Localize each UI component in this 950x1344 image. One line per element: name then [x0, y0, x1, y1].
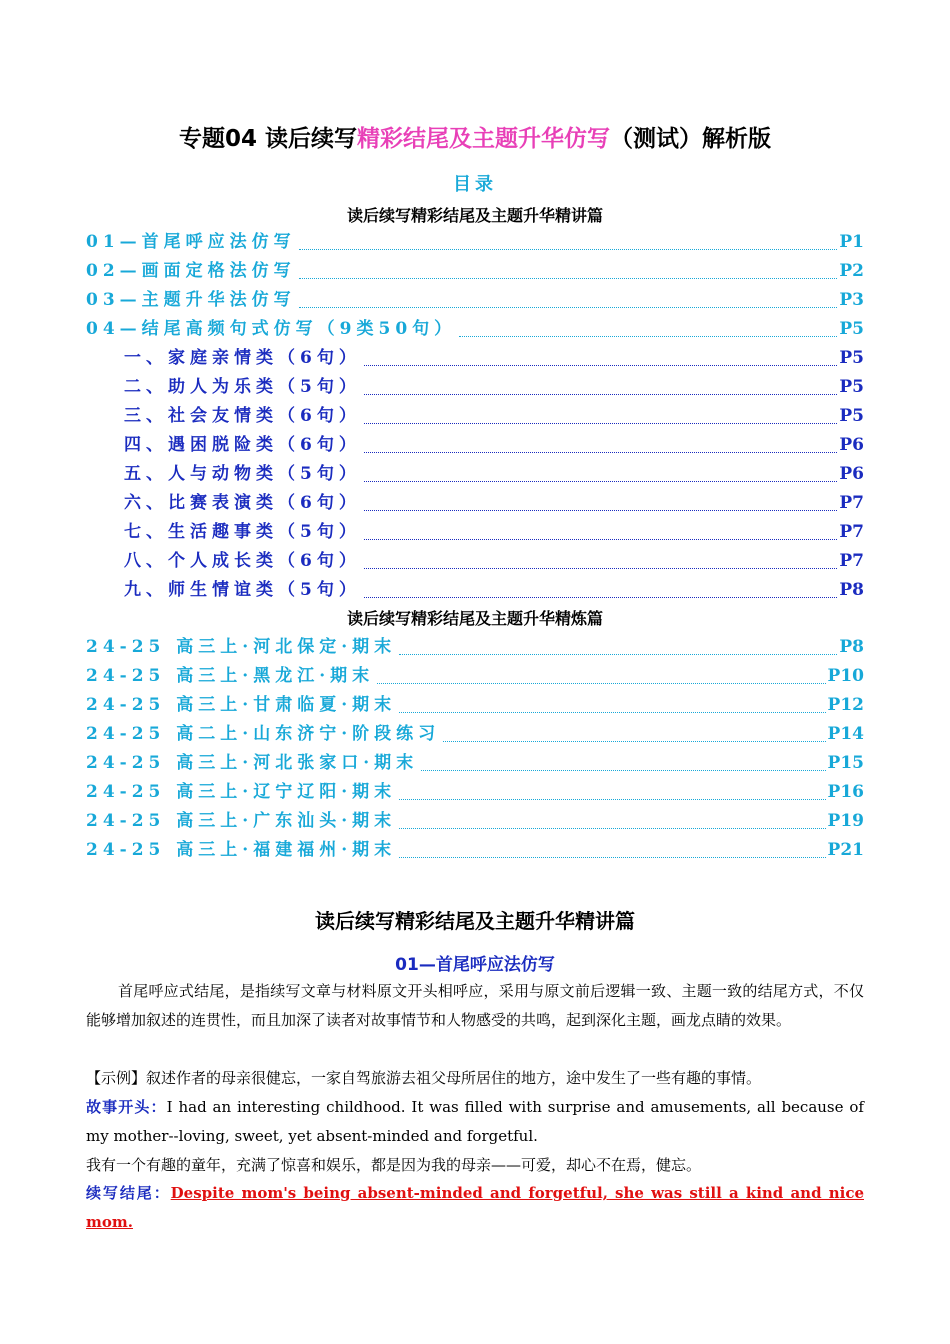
toc-leader-dots [364, 422, 838, 424]
toc-entry-page: P10 [827, 666, 864, 686]
toc-entry[interactable] [86, 808, 864, 832]
opening-text: I had an interesting childhood. It was filled with surprise and amusements, all because of my mother--loving, sweet, yet absent-minded and forgetful. [86, 1098, 864, 1145]
toc-leader-dots [364, 480, 838, 482]
toc-leader-dots [299, 248, 838, 250]
toc-subentry-label: 七、生活趣事类（5句） [124, 522, 361, 542]
toc-entry-page: P2 [839, 261, 864, 281]
toc-heading: 目录 [453, 174, 497, 195]
toc-leader-dots [364, 567, 838, 569]
toc-subentry[interactable] [124, 345, 864, 369]
toc-subentry-label: 六、比赛表演类（6句） [124, 493, 361, 513]
toc-subentry[interactable] [124, 374, 864, 398]
toc-section2-heading: 读后续写精彩结尾及主题升华精炼篇 [346, 609, 603, 628]
toc-entry-page: P3 [839, 290, 864, 310]
toc-entry-label: 24-25 高三上·河北保定·期末 [86, 637, 397, 657]
toc-leader-dots [421, 769, 825, 771]
title-highlight: 精彩结尾及主题升华仿写 [357, 126, 610, 152]
toc-entry[interactable] [86, 287, 864, 311]
toc-subentry[interactable] [124, 461, 864, 485]
toc-entry[interactable] [86, 634, 864, 658]
toc-subentry-page: P5 [839, 406, 864, 426]
toc-leader-dots [364, 596, 838, 598]
body-subheading: 01—首尾呼应法仿写 [395, 955, 555, 975]
toc-leader-dots [459, 335, 837, 337]
toc-entry-page: P8 [839, 637, 864, 657]
toc-entry[interactable] [86, 721, 864, 745]
ending-text: Despite mom's being absent-minded and forgetful, she was still a kind and nice mom. [86, 1184, 864, 1231]
toc-entry-page: P1 [839, 232, 864, 252]
toc-entry[interactable] [86, 750, 864, 774]
toc-subentry-label: 四、遇困脱险类（6句） [124, 435, 361, 455]
toc-entry-label: 24-25 高三上·辽宁辽阳·期末 [86, 782, 397, 802]
toc-leader-dots [399, 827, 825, 829]
toc-subentry-label: 二、助人为乐类（5句） [124, 377, 361, 397]
toc-subentry[interactable] [124, 548, 864, 572]
toc-subentry-page: P5 [839, 348, 864, 368]
toc-leader-dots [364, 538, 838, 540]
toc-entry-page: P19 [827, 811, 864, 831]
example-line [86, 1064, 864, 1093]
toc-entry-page: P16 [827, 782, 864, 802]
toc-entry-page: P14 [827, 724, 864, 744]
example-label: 【示例】 [86, 1069, 147, 1087]
toc-subentry-label: 五、人与动物类（5句） [124, 464, 361, 484]
toc-subentry-page: P8 [839, 580, 864, 600]
toc-entry[interactable] [86, 692, 864, 716]
opening-label: 故事开头： [86, 1098, 167, 1116]
toc-subentry-page: P6 [839, 435, 864, 455]
toc-subentry[interactable] [124, 577, 864, 601]
toc-subentry-label: 三、社会友情类（6句） [124, 406, 361, 426]
toc-subentry-page: P5 [839, 377, 864, 397]
toc-entry-label: 03—主题升华法仿写 [86, 290, 296, 310]
toc-entry-label: 24-25 高三上·甘肃临夏·期末 [86, 695, 397, 715]
toc-entry-label: 02—画面定格法仿写 [86, 261, 296, 281]
toc-leader-dots [364, 364, 838, 366]
toc-subentry[interactable] [124, 490, 864, 514]
toc-entry-page: P12 [827, 695, 864, 715]
toc-entry-page: P5 [839, 319, 864, 339]
toc-leader-dots [399, 653, 837, 655]
toc-entry-label: 24-25 高三上·河北张家口·期末 [86, 753, 419, 773]
toc-subentry-label: 八、个人成长类（6句） [124, 551, 361, 571]
toc-subentry-page: P7 [839, 551, 864, 571]
toc-entry[interactable] [86, 316, 864, 340]
toc-entry[interactable] [86, 837, 864, 861]
toc-section1-heading: 读后续写精彩结尾及主题升华精讲篇 [346, 206, 603, 225]
toc-entry[interactable] [86, 663, 864, 687]
toc-entry-label: 24-25 高三上·黑龙江·期末 [86, 666, 375, 686]
opening-translation: 我有一个有趣的童年，充满了惊喜和娱乐，都是因为我的母亲——可爱，却心不在焉，健忘。 [86, 1156, 702, 1174]
toc-leader-dots [377, 682, 825, 684]
opening-paragraph [86, 1093, 864, 1151]
toc-entry-page: P21 [827, 840, 864, 860]
toc-leader-dots [299, 277, 838, 279]
intro-paragraph: 首尾呼应式结尾，是指续写文章与材料原文开头相呼应，采用与原文前后逻辑一致、主题一致的结尾方式，不仅能够增加叙述的连贯性，而且加深了读者对故事情节和人物感受的共鸣，起到深化主题，画龙点睛的效果。 [86, 982, 864, 1029]
ending-line [86, 1179, 864, 1237]
toc-subentry-page: P7 [839, 522, 864, 542]
document-title [0, 122, 950, 156]
toc-leader-dots [399, 856, 825, 858]
toc-entry-label: 24-25 高三上·广东汕头·期末 [86, 811, 397, 831]
body-section-heading: 读后续写精彩结尾及主题升华精讲篇 [315, 909, 635, 933]
example-text: 叙述作者的母亲很健忘，一家自驾旅游去祖父母所居住的地方，途中发生了一些有趣的事情。 [146, 1069, 762, 1087]
toc-subentry-page: P7 [839, 493, 864, 513]
toc-subentry-label: 九、师生情谊类（5句） [124, 580, 361, 600]
toc-subentry[interactable] [124, 403, 864, 427]
title-suffix: （测试）解析版 [610, 126, 771, 152]
toc-leader-dots [364, 509, 838, 511]
toc-leader-dots [399, 798, 825, 800]
toc-entry-label: 24-25 高二上·山东济宁·阶段练习 [86, 724, 441, 744]
toc-entry-label: 24-25 高三上·福建福州·期末 [86, 840, 397, 860]
toc-entry[interactable] [86, 229, 864, 253]
toc-leader-dots [443, 740, 825, 742]
toc-subentry[interactable] [124, 519, 864, 543]
toc-entry-label: 01—首尾呼应法仿写 [86, 232, 296, 252]
toc-leader-dots [299, 306, 838, 308]
toc-subentry[interactable] [124, 432, 864, 456]
toc-leader-dots [364, 393, 838, 395]
toc-subentry-label: 一、家庭亲情类（6句） [124, 348, 361, 368]
toc-entry-label: 04—结尾高频句式仿写（9类50句） [86, 319, 457, 339]
toc-leader-dots [364, 451, 838, 453]
toc-entry-page: P15 [827, 753, 864, 773]
title-prefix: 专题04 读后续写 [178, 126, 357, 152]
toc-subentry-page: P6 [839, 464, 864, 484]
toc-leader-dots [399, 711, 825, 713]
ending-label: 续写结尾： [86, 1184, 171, 1202]
toc-entry[interactable] [86, 779, 864, 803]
toc-entry[interactable] [86, 258, 864, 282]
